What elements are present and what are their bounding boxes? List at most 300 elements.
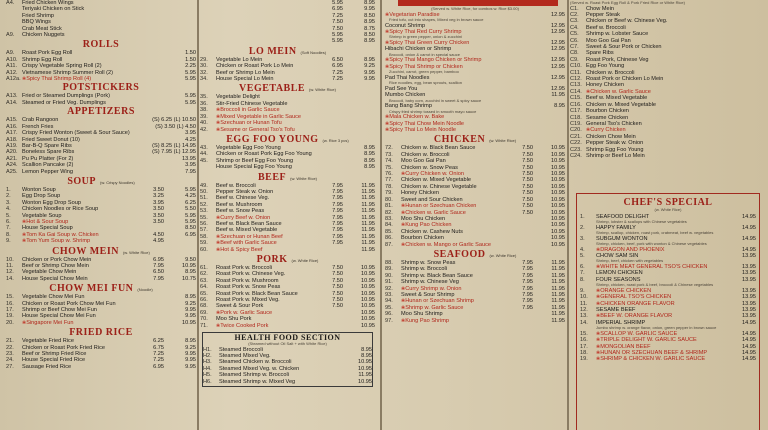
- section-title-chicken: CHICKEN: [433, 134, 486, 146]
- item-name: Chicken w. Black Bean Sauce: [401, 145, 476, 152]
- item-price-large: 11.95: [551, 279, 565, 286]
- spicy-pepper-icon: ❀: [385, 29, 390, 35]
- spicy-pepper-icon: ❀: [216, 113, 221, 120]
- item-price-small: 12.95: [551, 11, 565, 18]
- item-number: 85.: [385, 228, 393, 235]
- item-number: 29.: [200, 56, 208, 63]
- item-number: H4.: [203, 365, 212, 372]
- item-price-small: [134, 320, 164, 326]
- item-price-large: 9.95: [364, 76, 375, 83]
- item-price-large: 11.95: [551, 272, 565, 279]
- item-price-small: 6.95: [153, 363, 164, 370]
- item-price-large: 10.95: [551, 228, 565, 235]
- item-number: 63.: [200, 277, 208, 284]
- section-subtitle-beef: (w. White Rice): [290, 175, 318, 181]
- item-price-small: [313, 323, 343, 329]
- item-name: Shrimp or Beef Egg Foo Young: [216, 157, 294, 164]
- item-name: Fried Chicken Wings: [22, 0, 74, 6]
- item-name: FOUR SEASONS: [596, 276, 641, 283]
- item-price-small: 6.75: [153, 344, 164, 351]
- item-price-small: 7.95: [185, 168, 196, 175]
- item-name: Mixed Vegetable in Garlic Sauce: [220, 113, 302, 120]
- item-number: 58.: [200, 233, 208, 240]
- item-number: 60.: [200, 246, 208, 253]
- item-price-small: 7.50: [332, 297, 343, 304]
- item-number: A15.: [6, 117, 18, 124]
- item-price-large: 10.95: [182, 263, 196, 269]
- item-number: 34.: [200, 76, 208, 83]
- item-number: C8.: [570, 50, 579, 57]
- item-price-large: 10.95: [551, 215, 565, 222]
- item-name: Stir-Fried Chinese Vegetable: [216, 100, 288, 107]
- item-price-small: 5.95: [332, 38, 343, 45]
- spicy-pepper-icon: ❀: [385, 40, 390, 46]
- spicy-pepper-icon: ❀: [216, 246, 221, 253]
- menu-column-1: [6, 0, 196, 430]
- item-price-large: 8.95: [185, 338, 196, 345]
- item-price-small: 8.95: [361, 353, 372, 360]
- menu-item: [200, 164, 375, 170]
- item-price-small: 6.95: [332, 6, 343, 13]
- item-price-large: 11.95: [551, 317, 565, 324]
- item-price-small: 7.95: [332, 220, 343, 227]
- item-name: HAPPY FAMILY: [596, 224, 636, 231]
- item-price-large: 11.95: [551, 304, 565, 311]
- item-price-small: 6.25: [153, 338, 164, 345]
- item-price-small: [134, 32, 164, 38]
- item-name: Broccoli in Garlic Sauce: [220, 107, 280, 114]
- item-number: 95.: [385, 304, 393, 311]
- item-name: Fried Shrimp: [22, 12, 55, 19]
- item-description: Broccoli, onion & carrot in special sauce: [389, 52, 460, 57]
- item-price-small: 7.50: [332, 19, 343, 26]
- item-number: 53.: [200, 208, 208, 215]
- item-name: Bar-B-Q Spare Ribs: [22, 142, 72, 149]
- item-number: 82.: [385, 209, 393, 216]
- item-name: Spicy Thai Red Curry Shrimp: [389, 29, 462, 35]
- item-name: Chicken or Roast Pork Egg Foo Young: [216, 151, 312, 158]
- item-price-small: 7.50: [522, 145, 533, 152]
- item-description: Crispy fried shrimp tossed in smooth mayo sauce: [389, 109, 477, 114]
- item-number: 43.: [200, 144, 208, 151]
- item-number: A12a.: [6, 76, 21, 83]
- item-price-large: 10.95: [182, 319, 196, 326]
- section-title-fried-rice: FRIED RICE: [69, 327, 133, 339]
- item-price-small: 8.95: [361, 346, 372, 353]
- item-description: Zucchini, carrot, green pepper, bamboo: [389, 70, 459, 75]
- item-price-large: 10.95: [551, 203, 565, 210]
- item-number: 9.: [580, 287, 585, 294]
- item-number: C4.: [570, 24, 579, 31]
- section-title-health-food: HEALTH FOOD SECTION: [234, 333, 341, 343]
- item-number: 93.: [385, 291, 393, 298]
- item-name: Shrimp Egg Roll: [22, 56, 63, 63]
- item-name: Chicken Chow Mein: [586, 133, 636, 140]
- item-price-large: 5.95: [185, 212, 196, 219]
- item-price-small: 4.25: [185, 136, 196, 143]
- menu-item: [203, 379, 372, 385]
- item-price-small: 14.95: [742, 337, 756, 344]
- item-name: Shrimp w. Garlic Sauce: [405, 304, 464, 311]
- item-name: LEMON CHICKEN: [596, 270, 643, 277]
- section-title-egg-foo-young: EGG FOO YOUNG: [226, 133, 319, 145]
- item-name: Honey Chicken: [401, 190, 439, 197]
- item-price-small: 7.95: [332, 214, 343, 221]
- item-number: 72.: [385, 145, 393, 152]
- item-description: Fried tofu, cut into shapes, Mixed veg in brown sauce: [389, 18, 484, 22]
- item-number: 92.: [385, 285, 393, 292]
- item-number: A9.: [6, 50, 15, 57]
- item-number: 14.: [6, 275, 14, 282]
- item-price-small: 7.50: [522, 158, 533, 165]
- item-name: [200, 38, 313, 44]
- item-number: 81.: [385, 203, 393, 210]
- item-price-large: 10.95: [361, 271, 375, 278]
- item-name: SHRIMP & CHICKEN W. GARLIC SAUCE: [600, 356, 706, 363]
- item-name: Tom Yum Soup w. Shrimp: [26, 238, 91, 245]
- item-number: 80.: [385, 196, 393, 203]
- item-price-small: 7.95: [522, 279, 533, 286]
- item-number: 83.: [385, 215, 393, 222]
- item-price-large: 10.95: [551, 209, 565, 216]
- item-price-small: 3.95: [185, 130, 196, 137]
- spicy-pepper-icon: ❀: [401, 304, 406, 311]
- item-number: 22.: [6, 344, 14, 351]
- item-price-small: 14.95: [742, 235, 756, 242]
- item-price-small: 6.95: [332, 63, 343, 70]
- item-number: 12.: [580, 307, 588, 314]
- item-number: 61.: [200, 265, 208, 271]
- item-price-large: 9.25: [185, 344, 196, 351]
- column-divider: [380, 0, 382, 430]
- item-number: 6.: [6, 218, 11, 225]
- spicy-pepper-icon: ❀: [586, 88, 591, 95]
- item-price-large: 10.95: [361, 303, 375, 310]
- item-number: 12.: [6, 269, 14, 276]
- item-price-small: 7.25: [153, 351, 164, 358]
- item-number: 13.: [580, 313, 588, 320]
- item-name: Roast Pork w. Chinese Veg.: [216, 271, 286, 278]
- item-price-large: 8.95: [185, 294, 196, 301]
- item-name: CHOW SAM SIN: [596, 253, 639, 259]
- item-number: 10.: [580, 294, 588, 301]
- item-number: A13.: [6, 93, 18, 100]
- item-price-small: 8.95: [364, 151, 375, 158]
- section-subtitle-soup: (w. Crispy Noodles): [99, 179, 135, 185]
- item-price-large: 10.95: [551, 190, 565, 197]
- health-food-box: [202, 332, 373, 387]
- item-price-large: 8.75: [364, 25, 375, 32]
- item-number: 17.: [580, 343, 588, 350]
- spicy-pepper-icon: ❀: [401, 209, 406, 216]
- item-price-small: 1.50: [185, 56, 196, 63]
- item-name: Beef or Shrimp Chow Mein: [22, 263, 89, 269]
- item-price-small: 14.95: [742, 213, 756, 220]
- spicy-pepper-icon: ❀: [385, 11, 390, 18]
- spicy-pepper-icon: ❀: [401, 222, 406, 229]
- item-number: 76.: [385, 171, 393, 178]
- item-price-small: 6.95: [153, 256, 164, 263]
- item-number: H5.: [203, 372, 212, 379]
- menu-item: [200, 127, 375, 133]
- menu-item: [6, 32, 196, 38]
- item-name: Curry Beef w. Onion: [220, 214, 271, 221]
- item-price-small: 12.95: [551, 57, 565, 64]
- item-name: Chicken w. Mixed Vegetable: [401, 177, 471, 184]
- item-name: SESAME BEEF: [596, 307, 636, 314]
- item-price-small: 8.95: [364, 144, 375, 151]
- item-price-large: 5.95: [185, 186, 196, 193]
- section-title-potstickers: POTSTICKERS: [62, 82, 140, 94]
- item-price-large: 11.95: [551, 291, 565, 298]
- item-price-large: 9.95: [364, 69, 375, 76]
- item-name: Beef w. Mushroom: [216, 201, 263, 208]
- item-number: 97.: [385, 317, 393, 324]
- item-price-small: 7.50: [522, 203, 533, 210]
- menu-item: [385, 242, 565, 248]
- item-number: 90.: [385, 272, 393, 279]
- item-number: 5.: [6, 212, 11, 219]
- item-price-large: 10.95: [361, 277, 375, 284]
- item-name: Steamed Mixed Veg.: [219, 353, 271, 360]
- item-name: GENERAL TSO'S CHICKEN: [600, 294, 672, 301]
- item-number: 68.: [200, 303, 208, 310]
- item-description: Jumbo shrimp w. orange flavor, onion, green pepper in brown sauce: [596, 326, 717, 331]
- item-price-large: 11.95: [551, 298, 565, 305]
- item-price-large: 11.95: [361, 182, 375, 189]
- item-name: Lemon Pepper Wing: [22, 168, 73, 175]
- item-number: C18.: [570, 114, 582, 121]
- item-number: 56.: [200, 220, 208, 227]
- item-name: Bang Bang Shrimp: [385, 103, 432, 110]
- item-number: A16.: [6, 123, 18, 130]
- item-name: SCALLOP W. GARLIC SAUCE: [600, 330, 678, 337]
- item-name: House Special Fried Rice: [22, 357, 86, 364]
- item-price-small: (S) 6.25 (L) 10.50: [152, 117, 196, 124]
- item-name: Pepper Steak w. Onion: [586, 140, 644, 147]
- item-price-small: 5.95: [332, 0, 343, 6]
- item-price-small: 5.95: [185, 76, 196, 83]
- item-number: A11.: [6, 63, 18, 70]
- item-description: Shrimp, lobster & scallops with Chinese vegetables: [596, 220, 687, 224]
- spicy-pepper-icon: ❀: [216, 107, 221, 114]
- item-price-small: 13.95: [742, 313, 756, 320]
- item-price-large: 5.95: [185, 218, 196, 225]
- item-number: 14.: [580, 319, 588, 326]
- item-number: C5.: [570, 31, 579, 38]
- item-number: 40.: [200, 120, 208, 127]
- item-name: Boneless Spare Ribs: [22, 149, 75, 156]
- section-subtitle-chow-mei-fun: (Noodle): [137, 287, 153, 293]
- column-divider: [197, 0, 199, 430]
- item-price-large: 8.50: [364, 32, 375, 39]
- item-price-large: 11.95: [361, 214, 375, 221]
- item-number: 8.: [580, 276, 585, 283]
- item-name: Chicken w. Broccoli: [586, 69, 635, 76]
- menu-item: [6, 364, 196, 370]
- item-name: Sweet and Sour Chicken: [401, 196, 463, 203]
- column-divider: [567, 0, 569, 430]
- item-price-small: 13.95: [742, 253, 756, 259]
- section-subtitle-seafood: (w. White Rice): [489, 252, 517, 258]
- item-number: A14.: [6, 99, 18, 106]
- item-price-small: 3.95: [185, 162, 196, 169]
- item-number: 50.: [200, 188, 208, 195]
- item-number: 4.: [580, 246, 585, 253]
- item-name: Kung Pao Shrimp: [405, 317, 450, 324]
- item-price-large: 6.95: [185, 231, 196, 238]
- item-price-large: 11.95: [361, 208, 375, 215]
- item-price-small: 14.95: [742, 330, 756, 337]
- item-price-large: 8.50: [364, 12, 375, 19]
- item-price-small: 7.95: [332, 227, 343, 234]
- item-price-large: [164, 32, 196, 38]
- spicy-pepper-icon: ❀: [401, 203, 406, 210]
- item-name: Sausage Fried Rice: [22, 363, 72, 370]
- item-price-small: 5.95: [185, 69, 196, 76]
- item-name: Pork w. Garlic Sauce: [220, 309, 273, 316]
- item-number: 70.: [200, 316, 208, 323]
- item-price-large: 9.95: [185, 313, 196, 320]
- section-subtitle-vegetable: (w. White Rice): [309, 87, 336, 93]
- item-name: Steamed or Fried Veg. Dumplings: [22, 99, 106, 106]
- item-name: French Fries: [22, 123, 54, 130]
- item-name: Roast Pork w. Broccoli: [216, 265, 272, 271]
- item-price-small: 7.50: [522, 151, 533, 158]
- item-name: Chicken w. Garlic Sauce: [590, 88, 651, 95]
- item-price-small: 7.50: [332, 271, 343, 278]
- item-number: 59.: [200, 240, 208, 247]
- item-name: Beef w. Snow Peas: [216, 208, 265, 215]
- item-name: TRIPLE DELIGHT W. GARLIC SAUCE: [600, 337, 697, 344]
- item-price-large: 9.95: [364, 6, 375, 13]
- menu-item: [200, 38, 375, 44]
- item-name: Spicy Thai Mango Chicken or Shrimp: [389, 57, 482, 64]
- item-name: Steamed Mixed Veg. w. Chicken: [219, 365, 300, 372]
- item-name: Pepper Steak: [586, 12, 620, 18]
- item-name: Crispy Vegetable Spring Roll (2): [22, 63, 102, 70]
- item-number: 5.: [580, 253, 585, 259]
- item-name: Shrimp w. Black Bean Sauce: [401, 272, 473, 279]
- spicy-pepper-icon: ❀: [596, 300, 601, 307]
- item-number: [200, 164, 216, 170]
- item-number: C9.: [570, 56, 579, 63]
- item-number: 88.: [385, 259, 393, 266]
- item-name: Bourbon Chicken: [586, 108, 629, 115]
- item-number: 24.: [6, 357, 14, 364]
- item-price-small: 6.50: [332, 56, 343, 63]
- item-price-small: 3.50: [153, 212, 164, 219]
- chefs-special-box: [576, 193, 760, 430]
- item-price-small: 5.95: [185, 99, 196, 106]
- item-number: C3.: [570, 18, 579, 25]
- item-price-small: 7.95: [522, 272, 533, 279]
- item-price-small: 13.95: [742, 287, 756, 294]
- section-subtitle-health-food: (Steamed without Oil Salt + with White Rice): [248, 342, 327, 347]
- item-number: 3.: [6, 199, 11, 206]
- spicy-pepper-icon: ❀: [385, 127, 390, 134]
- item-price-small: [313, 247, 343, 253]
- item-price-small: 13.95: [742, 276, 756, 283]
- section-subtitle-egg-foo-young: (w. Rice 3 pcs): [322, 137, 349, 143]
- item-price-small: 7.95: [332, 240, 343, 247]
- item-price-small: 6.50: [153, 269, 164, 276]
- spicy-pepper-icon: ❀: [401, 298, 406, 305]
- item-number: 35.: [200, 94, 208, 101]
- item-name: Crab Rangoon: [22, 117, 59, 124]
- item-number: C7.: [570, 44, 579, 51]
- item-name: Singapore Mei Fun: [26, 319, 74, 326]
- spicy-pepper-icon: ❀: [596, 350, 601, 357]
- item-number: C24.: [570, 152, 582, 159]
- item-number: 42.: [200, 126, 208, 133]
- item-name: Chicken w. Mango or Garlic Sauce: [405, 241, 492, 248]
- item-price-small: 4.95: [153, 238, 164, 245]
- item-name: Scallion Pancake (2): [22, 162, 74, 169]
- item-price-large: 10.95: [551, 196, 565, 203]
- item-name: Chicken w. Snow Peas: [401, 164, 458, 171]
- item-number: 44.: [200, 151, 208, 158]
- item-name: Steamed Broccoli: [219, 346, 263, 353]
- item-name: Sesame or General Tso's Tofu: [220, 126, 295, 133]
- item-description: Shrimp, chicken, roast pork & beef, broccoli & Chinese vegetables: [596, 283, 714, 288]
- spicy-pepper-icon: ❀: [216, 233, 221, 240]
- item-price-large: 8.50: [185, 225, 196, 232]
- item-number: C17.: [570, 108, 582, 115]
- section-title-appetizers: APPETIZERS: [67, 106, 135, 118]
- item-number: 91.: [385, 279, 393, 286]
- item-number: A24.: [6, 162, 18, 169]
- item-name: Beef w. Broccoli: [216, 182, 256, 189]
- item-number: 27.: [6, 363, 14, 370]
- item-price-small: 14.95: [742, 224, 756, 231]
- item-number: 8.: [6, 231, 11, 238]
- item-price-large: 9.25: [185, 300, 196, 307]
- item-name: Twice Cooked Pork: [220, 322, 269, 329]
- item-price-small: 5.95: [185, 93, 196, 100]
- menu-item: [6, 169, 196, 175]
- item-price-small: 7.95: [332, 188, 343, 195]
- section-title-pork: PORK: [256, 254, 288, 265]
- spicy-pepper-icon: ❀: [596, 337, 601, 344]
- item-number: A4.: [6, 0, 15, 6]
- item-name: Roast Pork w. Snow Peas: [216, 284, 281, 291]
- item-price-small: 10.95: [358, 365, 372, 372]
- item-price-large: 11.95: [361, 240, 375, 247]
- item-price-large: 10.95: [361, 284, 375, 291]
- item-name: Roast Pork w. Mushroom: [216, 277, 279, 284]
- item-price-small: 7.50: [522, 190, 533, 197]
- spicy-pepper-icon: ❀: [596, 343, 601, 350]
- spicy-pepper-icon: ❀: [596, 313, 601, 320]
- item-number: 38.: [200, 107, 208, 114]
- item-number: 15.: [580, 330, 588, 337]
- item-number: 32.: [200, 69, 208, 76]
- item-number: 49.: [200, 182, 208, 189]
- item-description: Rice noodles, egg, bean sprouts, scallion: [389, 81, 462, 86]
- item-number: 2.: [580, 224, 585, 231]
- item-name: Pad Thai Noodles: [385, 74, 430, 81]
- item-number: 17.: [6, 307, 14, 314]
- item-price-large: 10.95: [361, 265, 375, 271]
- item-price-large: 9.95: [185, 363, 196, 370]
- item-price-large: 11.95: [361, 195, 375, 202]
- item-name: Sweet & Sour Pork: [216, 303, 264, 310]
- item-number: 1.: [580, 213, 585, 220]
- item-price-small: [535, 127, 565, 133]
- item-name: Shrimp w. Snow Peas: [401, 259, 456, 266]
- item-name: Vegetable Soup: [22, 212, 62, 219]
